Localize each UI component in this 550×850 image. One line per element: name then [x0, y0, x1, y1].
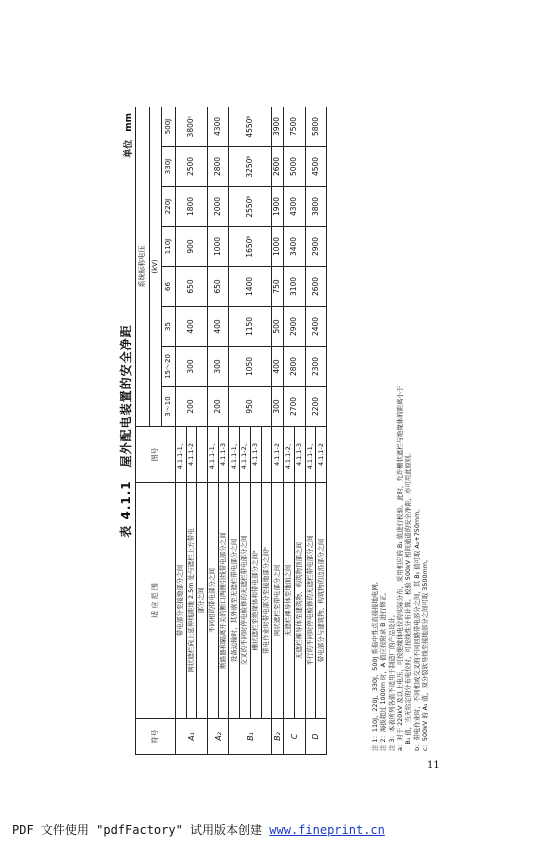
value-cell: 1000 — [272, 227, 284, 267]
figure-cell: 4.1.1-2、 — [240, 427, 251, 483]
figure-cell: 4.1.1-2 — [316, 427, 327, 483]
unit-text: mm — [124, 113, 134, 132]
value-cell: 1050 — [229, 347, 272, 387]
value-cell: 300 — [208, 347, 229, 387]
voltage-header-cell: 15～20 — [162, 347, 176, 387]
value-cell: 200 — [176, 387, 208, 427]
header-figure: 图号 — [136, 427, 176, 483]
symbol-cell: C — [284, 719, 305, 755]
note-line: 注 1：110J、220J、330J、500J 系指中性点直接接地电网。 — [371, 577, 379, 751]
figure-cell: 4.1.1-3 — [250, 427, 261, 483]
value-cell: 400 — [176, 307, 208, 347]
value-cell: 2800 — [208, 147, 229, 187]
value-cell: 3800ᶜ — [176, 107, 208, 147]
value-cell: 1000 — [208, 227, 229, 267]
symbol-cell: D — [305, 719, 326, 755]
figure-cell: 4.1.1-2、 — [284, 427, 295, 483]
value-cell: 2400 — [305, 307, 326, 347]
footer-link[interactable]: www.fineprint.cn — [269, 823, 385, 837]
value-cell: 3100 — [284, 267, 305, 307]
header-voltage-unit: (kV) — [150, 107, 162, 427]
value-cell: 1900 — [272, 187, 284, 227]
voltage-header-cell: 3～10 — [162, 387, 176, 427]
value-cell: 200 — [208, 387, 229, 427]
figure-cell: 4.1.1-1、 — [305, 427, 316, 483]
pdf-footer — [12, 821, 385, 838]
symbol-cell: A₁ — [176, 719, 208, 755]
figure-cell: 4.1.1-3 — [218, 427, 229, 483]
value-cell: 750 — [272, 267, 284, 307]
voltage-header-cell: 66 — [162, 267, 176, 307]
figure-cell: 4.1.1-2 — [272, 427, 284, 483]
value-cell: 950 — [229, 387, 272, 427]
value-cell: 400 — [272, 347, 284, 387]
value-cell: 2900 — [284, 307, 305, 347]
scope-cell: 网状遮栏至带电部分之间 — [272, 483, 284, 719]
page-number: 11 — [427, 760, 440, 771]
note-line: b：带电作业时，不同相或交叉的不同回路带电部分之间，其 B₁ 值可取 A₂+750mm。 — [412, 505, 421, 751]
value-cell: 4300 — [284, 187, 305, 227]
value-cell: 2600 — [272, 147, 284, 187]
value-cell: 7500 — [284, 107, 305, 147]
scope-cell: 平行的不同时停电检修的无遮栏带电部分之间 — [305, 483, 316, 719]
scope-cell: 带电作业时带电部分至接地部分之间ᵇ — [261, 483, 272, 719]
value-cell: 400 — [208, 307, 229, 347]
table-body — [176, 107, 327, 755]
voltage-header-cell: 35 — [162, 307, 176, 347]
scope-cell: 断路器和隔离开关的断口两侧引线带电部分之间 — [218, 483, 229, 719]
table-row — [284, 107, 295, 755]
figure-cell — [261, 427, 272, 483]
header-scope: 适 应 范 围 — [136, 483, 176, 719]
scope-cell: 带电部分与建筑物、构筑物的边沿部分之间 — [316, 483, 327, 719]
value-cell: 2700 — [284, 387, 305, 427]
note-line: c：500kV 的 A₁ 值，双分裂软导线至接地部分之间可取 3500mm。 — [420, 555, 429, 751]
table-row — [272, 107, 284, 755]
value-cell: 3800 — [305, 187, 326, 227]
value-cell: 900 — [176, 227, 208, 267]
value-cell: 5000 — [284, 147, 305, 187]
value-cell: 2000 — [208, 187, 229, 227]
value-cell: 2550ᵇ — [229, 187, 272, 227]
scope-cell: 网状遮栏向上延伸线距地 2.5m 处与遮栏上方带电 — [186, 483, 197, 719]
voltage-header-cell: 330J — [162, 147, 176, 187]
note-line: a：对于 220kV 及以上电压，可按绝缘体电位的实际分布，采用相应的 B₁ 值进行校验。此时，允许栅状遮栏与绝缘体的距离小于 — [395, 385, 404, 751]
scope-cell: 无遮栏裸导体至地面之间 — [284, 483, 295, 719]
table-row — [208, 107, 219, 755]
value-cell: 1650ᵇ — [229, 227, 272, 267]
table-title: 表 4.1.1 屋外配电装置的安全净距 — [119, 324, 133, 538]
clearance-table — [135, 107, 327, 755]
figure-cell: 4.1.1-1、 — [208, 427, 219, 483]
table-row — [305, 107, 316, 755]
value-cell: 2600 — [305, 267, 326, 307]
value-cell: 2500 — [176, 147, 208, 187]
value-cell: 2300 — [305, 347, 326, 387]
symbol-cell: A₂ — [208, 719, 229, 755]
value-cell: 3400 — [284, 227, 305, 267]
scope-cell: 部分之间 — [197, 483, 208, 719]
value-cell: 5800 — [305, 107, 326, 147]
note-line: 注 3：本表所列各值不适用于制造厂的产品设计。 — [387, 610, 396, 751]
symbol-cell: B₁ — [229, 719, 272, 755]
table-row — [229, 107, 240, 755]
header-voltage-group: 系统标称电压 — [136, 107, 150, 427]
table-row — [176, 107, 187, 755]
figure-cell: 4.1.1-1、 — [176, 427, 187, 483]
note-line: B₁ 值，当无给定的分布电位时，可按线性分布计算。校验 500kV 相间通道的安全净距，亦可用此原则。 — [404, 449, 413, 751]
voltage-header-cell: 500J — [162, 107, 176, 147]
value-cell: 2800 — [284, 347, 305, 387]
value-cell: 4300 — [208, 107, 229, 147]
value-cell: 650 — [208, 267, 229, 307]
figure-cell: 4.1.1-3 — [295, 427, 306, 483]
value-cell: 300 — [272, 387, 284, 427]
value-cell: 2200 — [305, 387, 326, 427]
scope-cell: 无遮栏裸导体至建筑物、构筑物顶部之间 — [295, 483, 306, 719]
rotated-page-content — [115, 107, 441, 755]
value-cell: 3900 — [272, 107, 284, 147]
value-cell: 500 — [272, 307, 284, 347]
scope-cell: 设备运输时，其外廓至无遮栏带电部分之间 — [229, 483, 240, 719]
figure-cell — [197, 427, 208, 483]
table-notes — [371, 111, 429, 751]
unit-label — [121, 113, 134, 158]
value-cell: 1400 — [229, 267, 272, 307]
scope-cell: 带电部分至接地部分之间 — [176, 483, 187, 719]
value-cell: 650 — [176, 267, 208, 307]
header-row-1 — [136, 107, 150, 755]
value-cell: 3250ᵇ — [229, 147, 272, 187]
note-line: 注 2：海拔超过 1000m 时，A 值应按附录 B 进行修正。 — [379, 588, 388, 751]
value-cell: 300 — [176, 347, 208, 387]
voltage-header-cell: 220J — [162, 187, 176, 227]
symbol-cell: B₂ — [272, 719, 284, 755]
value-cell: 2900 — [305, 227, 326, 267]
value-cell: 1150 — [229, 307, 272, 347]
scope-cell: 交叉的不同时停电检修的无遮栏带电部分之间 — [240, 483, 251, 719]
figure-cell: 4.1.1-1、 — [229, 427, 240, 483]
footer-text: PDF 文件使用 "pdfFactory" 试用版本创建 — [12, 823, 270, 837]
header-symbol: 符号 — [136, 719, 176, 755]
rotated-page-inner — [115, 107, 441, 755]
value-cell: 4550ᵇ — [229, 107, 272, 147]
scope-cell: 不同相的带电部分之间 — [208, 483, 219, 719]
scope-cell: 栅状遮栏至绝缘体和带电部分之间ᵃ — [250, 483, 261, 719]
figure-cell: 4.1.1-2 — [186, 427, 197, 483]
voltage-header-cell: 110J — [162, 227, 176, 267]
value-cell: 4500 — [305, 147, 326, 187]
unit-label-text: 单位 — [124, 139, 134, 158]
value-cell: 1800 — [176, 187, 208, 227]
